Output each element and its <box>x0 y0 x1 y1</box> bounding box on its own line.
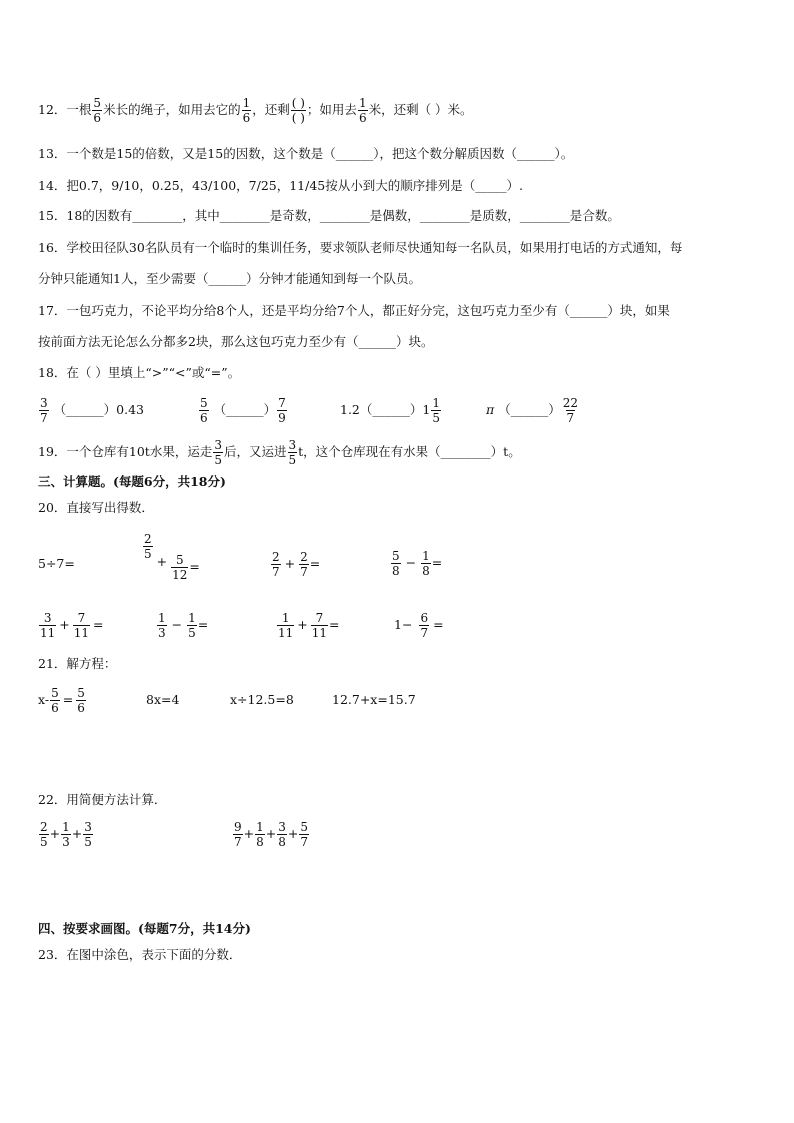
equation-3: x÷12.5=8 <box>230 692 294 707</box>
fraction: $\frac{1}{3}$ <box>158 610 166 640</box>
fraction: $\frac{6}{7}$ <box>420 610 429 640</box>
calc-r2-c: $\frac{1}{11}$ + $\frac{7}{11}$ = <box>278 610 340 640</box>
simplify-expr-2: $\frac{9}{7}$ + $\frac{1}{8}$ + $\frac{3}{8}$ + $\frac{5}{7}$ <box>234 819 309 849</box>
fraction: $\frac{5}{12}$ <box>172 552 188 582</box>
fraction: $\frac{1}{3}$ <box>62 819 70 849</box>
question-23: 23．在图中涂色，表示下面的分数． <box>38 947 242 962</box>
question-13: 13．一个数是15的倍数，又是15的因数，这个数是（______），把这个数分解质因数（______）。 <box>38 146 574 161</box>
fraction: $\frac{2}{7}$ <box>300 549 308 579</box>
calc-r2-a: $\frac{3}{11}$ + $\frac{7}{11}$ = <box>40 610 104 640</box>
fraction: $\frac{5}{6}$ <box>51 685 59 715</box>
fraction: $\frac{3}{5}$ <box>288 437 297 467</box>
fraction: $\frac{9}{7}$ <box>234 819 242 849</box>
fraction: $\frac{1}{5}$ <box>432 395 440 425</box>
calc-r1-a: 5÷7= <box>38 556 75 571</box>
section-3-heading: 三、计算题。(每题6分，共18分) <box>38 474 226 489</box>
equation-4: 12.7+x=15.7 <box>332 692 416 707</box>
fraction: $\frac{2}{7}$ <box>272 549 280 579</box>
answer-blank[interactable]: （______） <box>213 402 277 417</box>
fraction: $\frac{1}{11}$ <box>278 610 294 640</box>
answer-blank[interactable]: （______） <box>359 402 423 417</box>
question-18-title: 18．在（ ）里填上“>”“<”或“=”。 <box>38 365 241 380</box>
answer-blank[interactable]: （______） <box>498 402 561 417</box>
calc-r1-b: $\frac{2}{5}$ + $\frac{5}{12}$ = <box>144 532 200 582</box>
answer-blank[interactable]: （______） <box>53 402 117 417</box>
question-12: 12． 一根 $\frac{5}{6}$ 米长的绳子，如用去它的 $\frac{1}{6}$ ，还剩 $\frac{( )}{( )}$ ；如用去 $\frac{1}{6}$ 米，还剩（ ）米。 <box>38 95 473 125</box>
fraction: $\frac{3}{5}$ <box>214 437 222 467</box>
question-15: 15．18的因数有________，其中________是奇数，________是偶数，________是质数，________是合数。 <box>38 208 620 223</box>
question-16-line1: 16．学校田径队30名队员有一个临时的集训任务，要求领队老师尽快通知每一名队员，如果用打电话的方式通知，每 <box>38 240 683 255</box>
calc-r2-b: $\frac{1}{3}$ − $\frac{1}{5}$ = <box>158 610 209 640</box>
fraction: $\frac{2}{5}$ <box>40 819 48 849</box>
fraction: $\frac{5}{6}$ <box>93 95 102 125</box>
question-21-title: 21．解方程： <box>38 656 117 671</box>
question-16-line2: 分钟只能通知1人，至少需要（______）分钟才能通知到每一个队员。 <box>38 271 421 286</box>
simplify-expr-1: $\frac{2}{5}$ + $\frac{1}{3}$ + $\frac{3}{5}$ <box>40 819 92 849</box>
question-20-title: 20．直接写出得数． <box>38 500 154 515</box>
fraction: $\frac{22}{7}$ <box>562 395 579 425</box>
fraction: $\frac{5}{6}$ <box>200 395 208 425</box>
section-4-heading: 四、按要求画图。(每题7分，共14分) <box>38 921 251 936</box>
fraction: $\frac{2}{5}$ <box>144 532 152 561</box>
answer-fraction-blank[interactable]: $\frac{( )}{( )}$ <box>291 95 305 125</box>
fraction: $\frac{3}{5}$ <box>84 819 92 849</box>
question-19: 19．一个仓库有10t水果，运走 $\frac{3}{5}$ 后，又运进 $\frac{3}{5}$ t，这个仓库现在有水果（________）t。 <box>38 437 521 467</box>
fraction: $\frac{1}{6}$ <box>242 95 251 125</box>
fraction: $\frac{7}{11}$ <box>311 610 328 640</box>
question-14: 14．把0.7，9/10，0.25，43/100，7/25，11/45按从小到大的顺序排列是（_____）. <box>38 178 523 193</box>
fraction: $\frac{7}{11}$ <box>73 610 90 640</box>
fraction: $\frac{5}{7}$ <box>300 819 309 849</box>
fraction: $\frac{3}{11}$ <box>40 610 56 640</box>
calc-r1-c: $\frac{2}{7}$ + $\frac{2}{7}$ = <box>272 549 321 579</box>
question-17-line1: 17．一包巧克力，不论平均分给8个人，还是平均分给7个人，都正好分完，这包巧克力至少有（______）块，如果 <box>38 303 670 318</box>
calc-r1-d: $\frac{5}{8}$ − $\frac{1}{8}$ = <box>392 548 443 578</box>
fraction: $\frac{1}{8}$ <box>256 819 264 849</box>
equation-2: 8x=4 <box>146 692 180 707</box>
question-17-line2: 按前面方法无论怎么分都多2块，那么这包巧克力至少有（______）块。 <box>38 334 434 349</box>
compare-2 <box>198 390 288 430</box>
compare-4: π （______） $\frac{22}{7}$ <box>486 395 579 425</box>
question-22-title: 22．用简便方法计算． <box>38 792 167 807</box>
compare-3: 1.2 （______） 1 $\frac{1}{5}$ <box>340 395 440 425</box>
compare-1: $\frac{3}{7}$ （______） 0.43 <box>40 395 144 425</box>
fraction: $\frac{5}{6}$ <box>77 685 85 715</box>
fraction: $\frac{3}{7}$ <box>40 395 48 425</box>
fraction: $\frac{3}{8}$ <box>278 819 286 849</box>
fraction: $\frac{1}{6}$ <box>358 95 367 125</box>
fraction: $\frac{1}{5}$ <box>188 610 196 640</box>
calc-r2-d: 1− $\frac{6}{7}$ = <box>394 610 444 640</box>
equation-1: x- $\frac{5}{6}$ = $\frac{5}{6}$ <box>38 685 85 715</box>
fraction: $\frac{1}{8}$ <box>422 548 430 578</box>
fraction: $\frac{7}{9}$ <box>278 395 286 425</box>
fraction: $\frac{5}{8}$ <box>392 548 400 578</box>
